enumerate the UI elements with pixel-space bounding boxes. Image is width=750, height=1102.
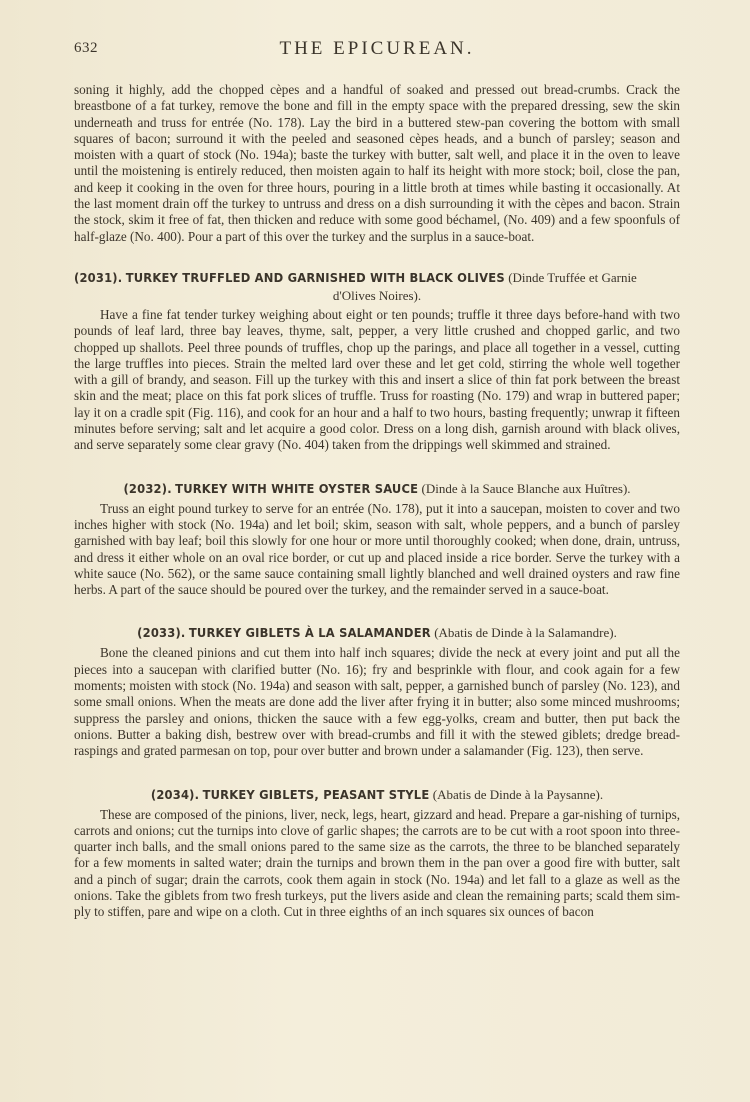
recipe-heading xyxy=(74,269,680,304)
running-head: THE EPICUREAN. xyxy=(279,38,475,59)
recipe-title: TURKEY TRUFFLED AND GARNISHED WITH BLACK OLIVES xyxy=(125,270,505,286)
recipe-2033 xyxy=(74,624,680,759)
recipe-french-title-continued: d'Olives Noires). xyxy=(332,287,422,303)
recipe-body: Have a fine fat tender turkey weighing about eight or ten pounds; truffle it three days before-hand with two pounds of leaf lard, three bay leaves, thyme, salt, pepper, a very little crushed and chopped garlic, and two chopped up shallots. Peel three pounds of truffles, chop up the parings, and place all together in a vessel, cutting the large truffles into pieces. Strain the melted lard over these and let get cold, stirring the whole well together with a gill of brandy, and season. Fill up the turkey with this and insert a slice of thin fat pork between the breast skin and the meat; place on this fat pork slices of truffle. Truss for roasting (No. 179) and wrap in buttered paper; lay it on a cradle spit (Fig. 116), and cook for an hour and a half to two hours, basting frequently; unwrap it fifteen minutes before serving; salt and let acquire a good color. Dress on a long dish, garnish around with black olives, and serve separately some clear gravy (No. 404) taken from the drippings well skimmed and strained. xyxy=(74,306,680,453)
recipe-title: TURKEY GIBLETS À LA SALAMANDER xyxy=(188,626,431,642)
page-number: 632 xyxy=(74,40,98,56)
recipe-french-title: (Dinde Truffée et Garnie xyxy=(508,269,637,285)
recipe-body: Bone the cleaned pinions and cut them into half inch squares; divide the neck at every joint and put all the pieces into a saucepan with clarified butter (No. 16); fry and besprinkle with flour, and cook again for a few moments; moisten with stock (No. 194a) and season with salt, pepper, a garnished bunch of parsley (No. 123), and some small onions. When the meats are done add the liver after frying it in butter; also some minced mushrooms; suppress the parsley and onions, thicken the sauce with a few egg-yolks, cream and butter, then put back the onions. Butter a baking dish, bestrew over with bread-crumbs and fill it with the stewed giblets; dredge bread-raspings and grated parmesan on top, pour over butter and brown under a salamander (Fig. 123), then serve. xyxy=(74,645,680,759)
recipe-french-title: (Dinde à la Sauce Blanche aux Huîtres). xyxy=(421,480,631,496)
recipe-title: TURKEY GIBLETS, PEASANT STYLE xyxy=(202,787,430,803)
recipe-number: (2032). xyxy=(123,481,172,497)
recipe-heading xyxy=(74,480,680,498)
recipe-2034 xyxy=(74,786,680,921)
recipe-french-title: (Abatis de Dinde à la Salamandre). xyxy=(434,625,617,641)
page-header xyxy=(74,36,680,68)
recipe-body: These are composed of the pinions, liver, neck, legs, heart, gizzard and head. Prepare a gar-nishing of turnips, carrots and onions; cut the turnips into clove of garlic shapes; the carrots are to be cut with a root spoon into three-quarter inch balls, and the small onions pared to the same size as the carrots, the three to be blanched separately for a few moments in salted water; drain the turnips and brown them in the pan over a good fire with butter, salt and a pinch of sugar; drain the carrots, cook them again in stock (No. 194a) and let fall to a glaze as well as the onions. Take the giblets from two fresh turkeys, put the livers aside and clean the remaining parts; scald them sim-ply to stiffen, pare and wipe on a cloth. Cut in three eighths of an inch squares six ounces of bacon xyxy=(74,806,680,920)
recipe-number: (2031). xyxy=(74,270,123,286)
intro-paragraph: soning it highly, add the chopped cèpes and a handful of soaked and pressed out bread-crumbs. Crack the breastbone of a fat turkey, remove the bone and fill in the empty space with the prepared dressing, sew the skin underneath and truss for entrée (No. 178). Lay the bird in a buttered stew-pan covering the bottom with small squares of bacon; surround it with the peeled and seasoned cèpes heads, and a bunch of parsley; season and moisten with a quart of stock (No. 194a); baste the turkey with butter, salt well, and place it in the oven to leave until the moistening is entirely reduced, then moisten again to half its height with more stock; boil, close the pan, and keep it cooking in the oven for three hours, pouring in a little broth at times while basting it occasionally. At the last moment drain off the turkey to untruss and dress on a dish surrounding it with the cèpes and bacon. Strain the stock, skim it free of fat, then thicken and reduce with some good béchamel, (No. 409) and a few spoonfuls of half-glaze (No. 400). Pour a part of this over the turkey and the surplus in a sauce-boat. xyxy=(74,82,680,244)
recipe-heading xyxy=(74,786,680,804)
recipe-number: (2033). xyxy=(137,626,186,642)
recipe-2032 xyxy=(74,480,680,599)
recipe-body: Truss an eight pound turkey to serve for an entrée (No. 178), put it into a saucepan, moisten to cover and two inches higher with stock (No. 194a) and let boil; skim, season with salt, whole peppers, and a bunch of parsley garnished with bay leaf; boil this slowly for one hour or more until thoroughly cooked; when done, drain, untruss, and dress it either whole on an oval rice border, or cut up and placed inside a rice border. Serve the turkey with a white sauce (No. 562), or the same sauce containing small lightly blanched and well drained oysters and raw fine herbs. A part of the sauce should be poured over the turkey, and the remainder served in a sauce-boat. xyxy=(74,500,680,598)
recipe-number: (2034). xyxy=(150,787,200,803)
recipe-2031 xyxy=(74,269,680,454)
recipe-french-title: (Abatis de Dinde à la Paysanne). xyxy=(432,786,604,802)
recipe-heading xyxy=(74,624,680,642)
recipe-title: TURKEY WITH WHITE OYSTER SAUCE xyxy=(175,481,419,497)
